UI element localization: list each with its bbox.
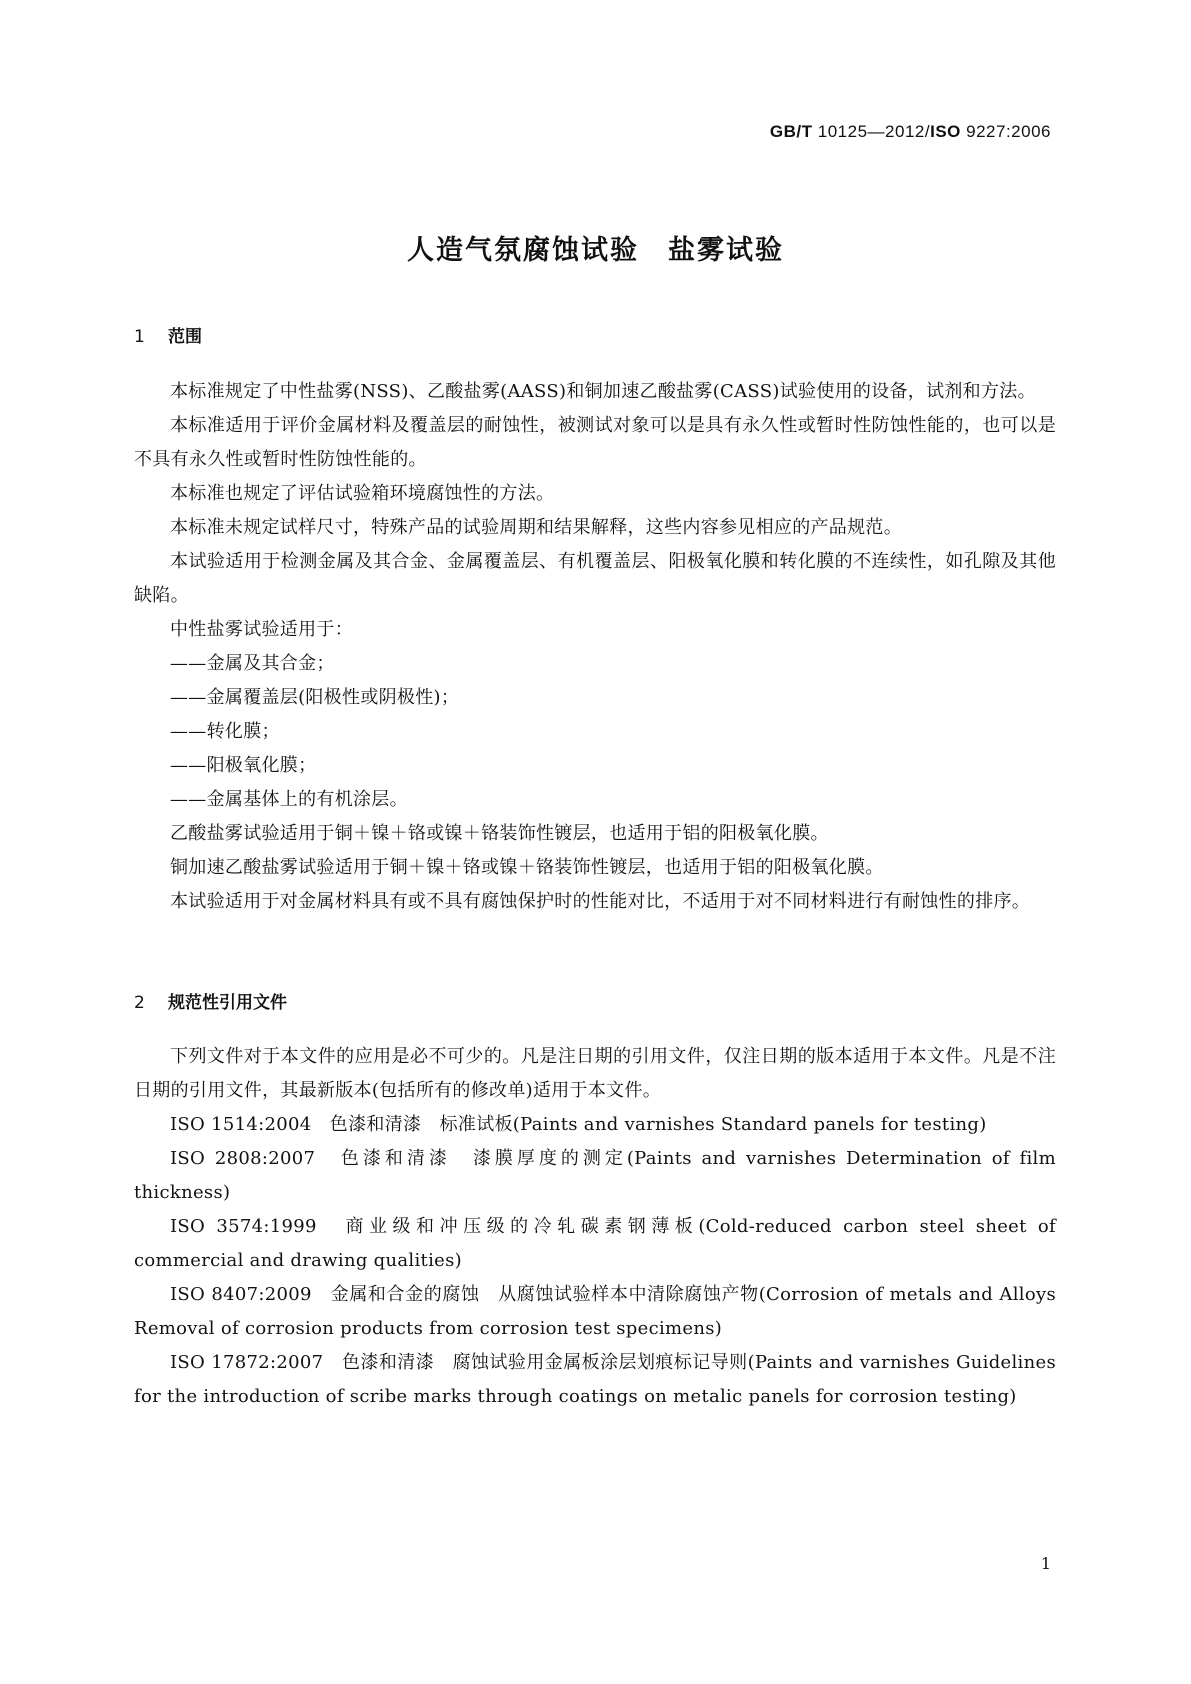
section-2-heading <box>134 988 287 1013</box>
standard-code <box>770 122 1051 142</box>
section-1-number: 1 <box>134 327 145 347</box>
paragraph: 本标准也规定了评估试验箱环境腐蚀性的方法。 <box>170 483 555 504</box>
paragraph: 本标准未规定试样尺寸，特殊产品的试验周期和结果解释，这些内容参见相应的产品规范。 <box>170 517 902 538</box>
section-2-number: 2 <box>134 993 145 1013</box>
reference-item: ISO 3574:1999 商业级和冲压级的冷轧碳素钢薄板(Cold-reduced carbon steel sheet of commercial and drawing qualities) <box>134 1216 1056 1271</box>
list-item: ——金属及其合金； <box>170 653 335 674</box>
list-item: ——阳极氧化膜； <box>170 755 317 776</box>
document-title: 人造气氛腐蚀试验 盐雾试验 <box>407 235 784 266</box>
section-2-body <box>134 1040 1075 1414</box>
paragraph: 铜加速乙酸盐雾试验适用于铜＋镍＋铬或镍＋铬装饰性镀层，也适用于铝的阳极氧化膜。 <box>170 857 884 878</box>
list-item: ——金属基体上的有机涂层。 <box>170 789 408 810</box>
standard-code-main: 10125—2012/ <box>817 122 931 141</box>
page-number: 1 <box>1040 1554 1051 1573</box>
paragraph: 中性盐雾试验适用于： <box>170 619 353 640</box>
paragraph: 本标准规定了中性盐雾(NSS)、乙酸盐雾(AASS)和铜加速乙酸盐雾(CASS)试验使用的设备，试剂和方法。 <box>170 381 1036 402</box>
paragraph: 乙酸盐雾试验适用于铜＋镍＋铬或镍＋铬装饰性镀层，也适用于铝的阳极氧化膜。 <box>170 823 829 844</box>
section-1-body <box>134 375 1056 919</box>
section-2-title: 规范性引用文件 <box>168 993 287 1013</box>
reference-item: ISO 2808:2007 色漆和清漆 漆膜厚度的测定(Paints and varnishes Determination of film thickness) <box>134 1148 1056 1203</box>
list-item: ——金属覆盖层(阳极性或阴极性)； <box>170 687 460 708</box>
list-item: ——转化膜； <box>170 721 280 742</box>
reference-item: ISO 17872:2007 色漆和清漆 腐蚀试验用金属板涂层划痕标记导则(Paints and varnishes Guidelines for the introduction of scribe marks through coatings on metalic panels for corrosion testing) <box>134 1352 1056 1407</box>
paragraph: 本标准适用于评价金属材料及覆盖层的耐蚀性，被测试对象可以是具有永久性或暂时性防蚀性能的，也可以是不具有永久性或暂时性防蚀性能的。 <box>134 415 1056 470</box>
standard-code-tail: 9227:2006 <box>966 122 1051 141</box>
standard-code-iso: ISO <box>930 122 961 141</box>
paragraph: 本试验适用于检测金属及其合金、金属覆盖层、有机覆盖层、阳极氧化膜和转化膜的不连续性，如孔隙及其他缺陷。 <box>134 551 1056 606</box>
paragraph: 本试验适用于对金属材料具有或不具有腐蚀保护时的性能对比，不适用于对不同材料进行有耐蚀性的排序。 <box>170 891 1031 912</box>
section-1-title: 范围 <box>168 327 202 347</box>
reference-item: ISO 8407:2009 金属和合金的腐蚀 从腐蚀试验样本中清除腐蚀产物(Corrosion of metals and Alloys Removal of corrosion products from corrosion test specimens) <box>134 1284 1075 1339</box>
reference-item: ISO 1514:2004 色漆和清漆 标准试板(Paints and varnishes Standard panels for testing) <box>170 1114 987 1135</box>
standard-code-gbt: GB/T <box>769 122 813 141</box>
paragraph: 下列文件对于本文件的应用是必不可少的。凡是注日期的引用文件，仅注日期的版本适用于本文件。凡是不注日期的引用文件，其最新版本(包括所有的修改单)适用于本文件。 <box>134 1046 1056 1101</box>
section-1-heading <box>134 322 202 347</box>
